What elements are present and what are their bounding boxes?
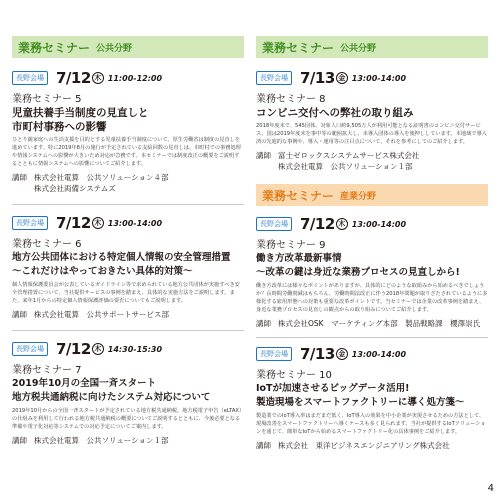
date-row (256, 68, 488, 88)
seminar-time: 13:00-14:00 (351, 219, 407, 229)
speaker-block (256, 150, 488, 172)
speaker-name: 株式会社 東洋ビジネスエンジニアリング株式会社 (278, 441, 450, 450)
seminar-label: 業務セミナー 6 (12, 239, 82, 250)
venue-badge: 長野会場 (256, 217, 292, 231)
title-line: 2019年10月の全国一斉スタート (12, 378, 157, 389)
speaker-name: 株式会社電算 公共サポートサービス部 (34, 310, 169, 319)
weekday-circle: 木 (336, 218, 348, 230)
speaker-key: 講師 (12, 436, 27, 445)
speaker-key: 講師 (256, 151, 271, 160)
seminar-description: 個人情報保護委員会が公表しているガイドライン等で求められている地方公共団体が実施すべき安全管理措置について、当社提供サービスの事例を踏まえ、具体的な実施方法をご説明します。また、来年1月からの特定個人情報保護評価の要否についてもご説明します。 (12, 282, 240, 304)
seminar-description: 働き方改革には様々なポイントがありますが、具体的にどのような取組みから始めるべきでしょうか？長時間労働削減はもちろん、労働時間法改正に伴う2018年問題が取りざたされているように多様化する雇用形態への対策も重要な改革ポイントです。当セミナーでは企業の改革事例を踏まえ、身近な業務プロセスの見直しの観点からの取り組みについてご紹介します。 (256, 283, 488, 313)
speaker-name: 株式会社電算 公共ソリューション１部 (278, 162, 413, 171)
date-row (256, 344, 488, 364)
venue-badge: 長野会場 (12, 71, 48, 85)
weekday-circle: 金 (336, 72, 348, 84)
seminar-title (256, 252, 488, 280)
divider (256, 337, 488, 338)
speaker-key: 講師 (12, 310, 27, 319)
divider (12, 204, 244, 205)
title-line: 働き方改革最新事情 (256, 253, 342, 264)
seminar-10 (256, 344, 488, 451)
divider (12, 330, 244, 331)
date-row (256, 214, 488, 234)
speaker-block (12, 309, 244, 320)
category-header-public (12, 36, 244, 58)
speaker-block (256, 318, 488, 329)
seminar-date: 7/12 (300, 215, 335, 233)
speaker-name: 株式会社電算 公共ソリューション４部 (34, 173, 169, 182)
date-row (12, 213, 244, 233)
speaker-name: 株式会社電算 公共ソリューション１部 (34, 436, 169, 445)
seminar-date: 7/12 (56, 214, 91, 232)
category-title: 業務セミナー (262, 188, 335, 203)
venue-badge: 長野会場 (12, 216, 48, 230)
category-subtitle: 産業分野 (340, 191, 377, 202)
seminar-label: 業務セミナー 8 (256, 94, 326, 105)
seminar-description: 2019年10月からの全国一斉スタートが予定されている地方税共通納税。地方税電子申告（eLTAX）の仕組みを利用して行われる地方税共通納税の概要についてご説明するとともに、今後必要となる準備や電子化対応等システムでの対応予定についてご案内します。 (12, 408, 242, 430)
weekday-circle: 木 (92, 343, 104, 355)
seminar-9 (256, 214, 488, 329)
speaker-key: 講師 (256, 319, 271, 328)
seminar-time: 13:00-14:00 (107, 218, 163, 228)
speaker-name: 株式会社両備システムズ (34, 184, 116, 193)
seminar-description: 製造業でのIoT導入率はまだまだ低く、IoT導入の効果を中小企業が実現させるための方法として、現場改善をスマートファクトリーへ導くケースも多く見られます。当社が提供するIoTソリューションを通じて、簡単なIoTから始めるスマートファクトリー化の具体事例をご紹介します。 (256, 413, 486, 435)
category-header-industry (256, 184, 488, 206)
seminar-date: 7/13 (300, 345, 335, 363)
category-subtitle: 公共分野 (340, 43, 377, 54)
title-line: 児童扶養手当制度の見直しと (12, 107, 149, 119)
seminar-label: 業務セミナー 9 (256, 240, 326, 251)
category-title: 業務セミナー (262, 40, 335, 55)
speaker-name: 富士ゼロックスシステムサービス株式会社 (278, 151, 420, 160)
seminar-date: 7/13 (300, 69, 335, 87)
weekday-circle: 金 (336, 348, 348, 360)
seminar-time: 14:30-15:30 (107, 344, 163, 354)
venue-badge: 長野会場 (256, 71, 292, 85)
seminar-title (256, 106, 488, 120)
category-subtitle: 公共分野 (96, 43, 133, 54)
date-row (12, 339, 244, 359)
title-line: 地方税共通納税に向けたシステム対応について (12, 392, 211, 403)
seminar-label: 業務セミナー 7 (12, 365, 82, 376)
seminar-8 (256, 68, 488, 172)
left-column (12, 0, 244, 446)
category-title: 業務セミナー (18, 40, 91, 55)
title-line: 市町村事務への影響 (12, 121, 107, 133)
seminar-time: 13:00-14:00 (351, 73, 407, 83)
speaker-block (256, 440, 488, 451)
seminar-label: 業務セミナー 5 (12, 94, 82, 105)
seminar-title (256, 382, 488, 410)
speaker-key: 講師 (12, 173, 27, 182)
speaker-block (12, 435, 244, 446)
right-column (256, 0, 488, 451)
venue-badge: 長野会場 (12, 342, 48, 356)
seminar-description: 2018年度末で、545団体、対象人口約9,505万人が利用可能となる証明書のコンビニ交付サービス。国は2019年度末を事中等の範囲拡大し、未導入団体の導入を後押ししています。本地域で導入済の先進的な事例や、導入・運用等の注目点について、それを参考にしてのご紹介します。 (256, 123, 487, 145)
category-header-public (256, 36, 488, 58)
title-line: 〜改革の鍵は身近な業務プロセスの見直しから! (256, 267, 460, 278)
date-row (12, 68, 244, 88)
speaker-key: 講師 (256, 441, 271, 450)
page-number: 4 (487, 483, 494, 494)
seminar-time: 11:00-12:00 (107, 73, 163, 83)
seminar-5 (12, 68, 244, 194)
title-line: 〜これだけはやっておきたい具体的対策〜 (12, 266, 193, 277)
weekday-circle: 木 (92, 72, 104, 84)
seminar-title (12, 106, 244, 134)
title-line: コンビニ交付への弊社の取り組み (256, 107, 414, 119)
venue-badge: 長野会場 (256, 347, 292, 361)
seminar-description: ひとり親家庭への生活支援を目的とする児童扶養手当制度について、厚生労働省は制度の見直しを進めています。特に2019年8月の施行が予定されている支給回数の見直しは、市町村での事務処理や情報システムへの影響が大きいため対応が急務です。本セミナーでは制度改正の概要をご説明するとともに情報システムへの影響についてご紹介します。 (12, 137, 241, 167)
speaker-name: 株式会社OSK マーケティング本部 製品戦略課 櫻澤崇氏 (278, 319, 481, 328)
seminar-label: 業務セミナー 10 (256, 370, 332, 381)
seminar-7 (12, 339, 244, 446)
weekday-circle: 木 (92, 217, 104, 229)
title-line: IoTが加速させるビッグデータ活用! (256, 383, 410, 394)
speaker-block (12, 172, 244, 194)
seminar-time: 13:00-14:00 (351, 349, 407, 359)
seminar-date: 7/12 (56, 340, 91, 358)
title-line: 製造現場をスマートファクトリーに導く処方箋〜 (256, 397, 465, 408)
seminar-6 (12, 213, 244, 320)
seminar-title (12, 377, 244, 405)
title-line: 地方公共団体における特定個人情報の安全管理措置 (12, 252, 231, 263)
seminar-title (12, 251, 244, 279)
seminar-date: 7/12 (56, 69, 91, 87)
